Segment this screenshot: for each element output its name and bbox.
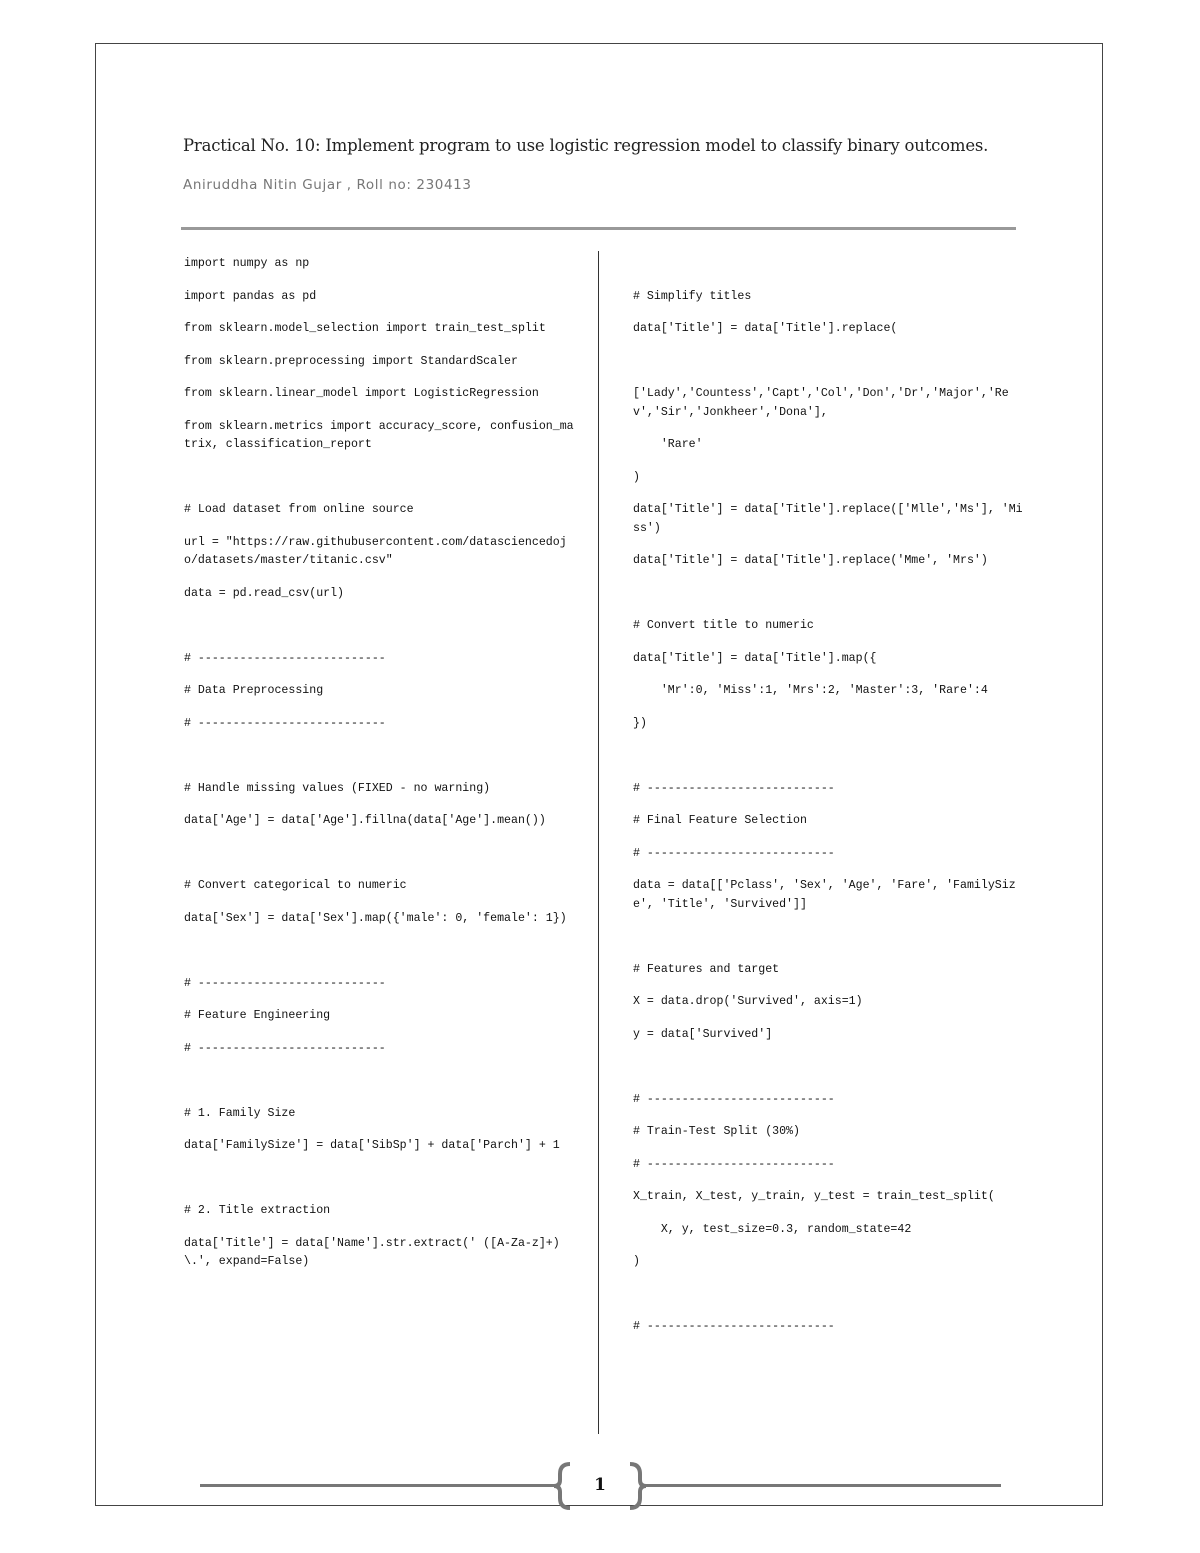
code-line <box>633 1286 1023 1305</box>
code-line: # Convert title to numeric <box>633 619 814 632</box>
code-line: # --------------------------- <box>184 1041 386 1055</box>
code-line: # Convert categorical to numeric <box>184 879 407 892</box>
code-line: # Load dataset from online source <box>184 503 414 516</box>
code-line: # Simplify titles <box>633 289 752 303</box>
code-line: data['Title'] = data['Title'].replace(['Mlle','Ms'], 'Miss') <box>633 503 1023 535</box>
code-line: }) <box>633 716 647 730</box>
code-line: import numpy as np <box>184 257 310 270</box>
code-line <box>184 942 574 961</box>
code-line: # --------------------------- <box>633 846 835 860</box>
footer-rule-right <box>641 1484 1001 1487</box>
code-line: data = pd.read_csv(url) <box>184 586 345 600</box>
page-number: 1 <box>594 1475 606 1495</box>
code-line: ['Lady','Countess','Capt','Col','Don','Dr','Major','Rev','Sir','Jonkheer','Dona'], <box>633 387 1009 419</box>
code-line: data['Title'] = data['Title'].replace( <box>633 322 898 335</box>
code-line: import pandas as pd <box>184 289 317 303</box>
code-line: X, y, test_size=0.3, random_state=42 <box>633 1222 912 1236</box>
code-line: # --------------------------- <box>633 1157 835 1171</box>
code-line <box>633 928 1023 947</box>
code-line <box>633 1058 1023 1077</box>
code-line: # 2. Title extraction <box>184 1204 331 1217</box>
code-line: # --------------------------- <box>633 781 835 795</box>
code-line: # --------------------------- <box>633 1092 835 1106</box>
header-divider <box>181 227 1016 230</box>
code-line: # --------------------------- <box>184 651 386 665</box>
code-line: # Data Preprocessing <box>184 684 324 697</box>
code-line: 'Rare' <box>633 438 703 451</box>
code-line: # Handle missing values (FIXED - no warning) <box>184 781 491 795</box>
code-line: # 1. Family Size <box>184 1106 296 1120</box>
code-line: from sklearn.preprocessing import StandardScaler <box>184 354 518 368</box>
code-line: # Train-Test Split (30%) <box>633 1125 800 1138</box>
code-line: # Feature Engineering <box>184 1009 331 1022</box>
code-line: data['Title'] = data['Title'].map({ <box>633 651 877 665</box>
code-line <box>633 255 1023 274</box>
code-line <box>633 747 1023 766</box>
code-line <box>184 617 574 636</box>
column-divider <box>598 251 599 1434</box>
code-line: X = data.drop('Survived', axis=1) <box>633 995 863 1008</box>
code-line: ) <box>633 1255 640 1268</box>
page-title: Practical No. 10: Implement program to use logistic regression model to classify binary outcomes. <box>183 136 989 155</box>
code-line: url = "https://raw.githubusercontent.com/datasciencedojo/datasets/master/titanic.csv" <box>184 535 567 567</box>
footer-rule-left <box>200 1484 558 1487</box>
code-line: # --------------------------- <box>184 716 386 730</box>
page-footer <box>0 1462 1200 1512</box>
code-line: data = data[['Pclass', 'Sex', 'Age', 'Fare', 'FamilySize', 'Title', 'Survived']] <box>633 879 1016 911</box>
code-line <box>633 585 1023 604</box>
code-line <box>633 353 1023 372</box>
code-line: 'Mr':0, 'Miss':1, 'Mrs':2, 'Master':3, 'Rare':4 <box>633 684 988 697</box>
code-line: X_train, X_test, y_train, y_test = train_test_split( <box>633 1190 995 1203</box>
code-line: from sklearn.linear_model import LogisticRegression <box>184 387 539 400</box>
code-line: # --------------------------- <box>633 1320 835 1333</box>
code-line: from sklearn.model_selection import train_test_split <box>184 322 546 335</box>
code-line: data['Sex'] = data['Sex'].map({'male': 0, 'female': 1}) <box>184 911 567 925</box>
code-column-left <box>184 255 574 1286</box>
code-line <box>184 1170 574 1189</box>
code-line: # --------------------------- <box>184 976 386 990</box>
code-line: # Features and target <box>633 962 780 976</box>
code-line: data['Age'] = data['Age'].fillna(data['Age'].mean()) <box>184 814 546 827</box>
code-line <box>184 747 574 766</box>
code-line <box>184 469 574 488</box>
code-column-right <box>633 255 1023 1351</box>
code-line <box>184 845 574 864</box>
code-line: from sklearn.metrics import accuracy_score, confusion_matrix, classification_report <box>184 419 574 451</box>
code-line: data['Title'] = data['Title'].replace('Mme', 'Mrs') <box>633 554 988 567</box>
author-line: Aniruddha Nitin Gujar , Roll no: 230413 <box>183 177 472 193</box>
code-line: data['Title'] = data['Name'].str.extract(' ([A-Za-z]+)\.', expand=False) <box>184 1236 560 1268</box>
code-line: y = data['Survived'] <box>633 1027 773 1041</box>
code-line <box>184 1072 574 1091</box>
code-line: data['FamilySize'] = data['SibSp'] + data['Parch'] + 1 <box>184 1139 560 1152</box>
code-line: ) <box>633 470 640 484</box>
code-line: # Final Feature Selection <box>633 814 807 827</box>
